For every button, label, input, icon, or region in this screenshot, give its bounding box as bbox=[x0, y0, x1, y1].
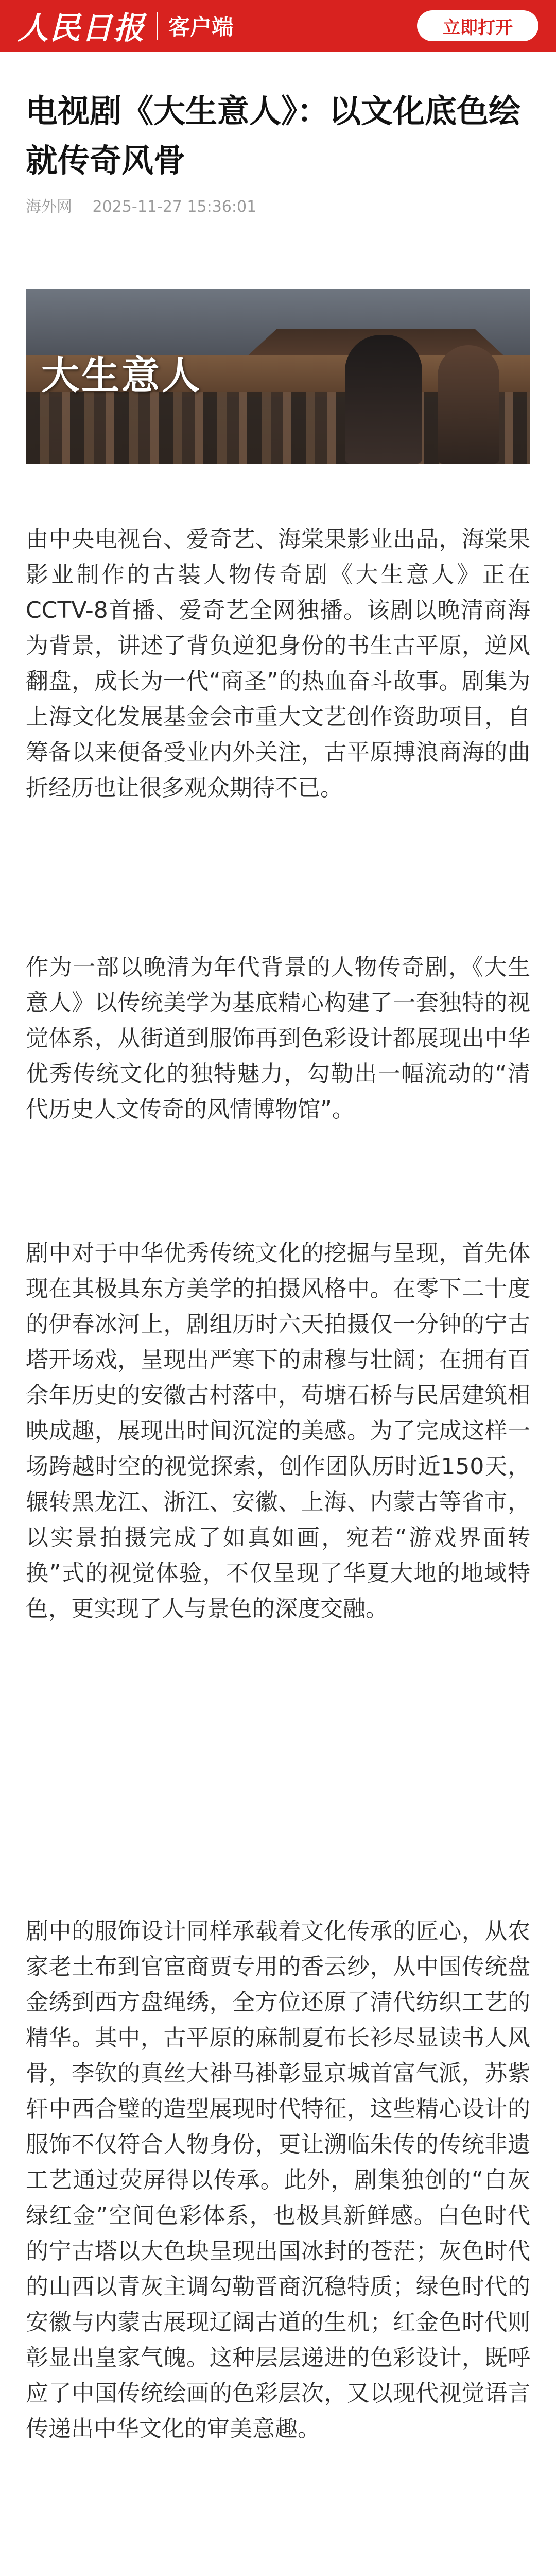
article-source: 海外网 bbox=[26, 198, 72, 216]
app-header bbox=[0, 0, 556, 52]
brand-logo: 人民日报 bbox=[18, 10, 145, 46]
logo-divider bbox=[157, 12, 158, 40]
article-paragraph: 由中央电视台、爱奇艺、海棠果影业出品，海棠果影业制作的古装人物传奇剧《大生意人》正在CCTV-8首播、爱奇艺全网独播。该剧以晚清商海为背景，讲述了背负逆犯身份的书生古平原，逆风翻盘，成长为一代“商圣”的热血奋斗故事。剧集为上海文化发展基金会市重大文艺创作资助项目，自筹备以来便备受业内外关注，古平原搏浪商海的曲折经历也让很多观众期待不已。 bbox=[26, 526, 530, 801]
article-paragraph: 作为一部以晚清为年代背景的人物传奇剧，《大生意人》以传统美学为基底精心构建了一套独特的视觉体系，从街道到服饰再到色彩设计都展现出中华优秀传统文化的独特魅力，勾勒出一幅流动的“清代历史人文传奇的风情博物馆”。 bbox=[26, 954, 530, 1123]
article-datetime: 2025-11-27 15:36:01 bbox=[92, 198, 257, 216]
article-paragraph: 剧中对于中华优秀传统文化的挖掘与呈现，首先体现在其极具东方美学的拍摄风格中。在零下二十度的伊春冰河上，剧组历时六天拍摄仅一分钟的宁古塔开场戏，呈现出严寒下的肃穆与壮阔；在拥有百余年历史的安徽古村落中，苟塘石桥与民居建筑相映成趣，展现出时间沉淀的美感。为了完成这样一场跨越时空的视觉探索，创作团队历时近150天，辗转黑龙江、浙江、安徽、上海、内蒙古等省市，以实景拍摄完成了如真如画，宛若“游戏界面转换”式的视觉体验，不仅呈现了华夏大地的地域特色，更实现了人与景色的深度交融。 bbox=[26, 1240, 530, 1622]
hero-image bbox=[26, 289, 530, 464]
open-app-button[interactable]: 立即打开 bbox=[417, 10, 538, 41]
hero-image-title: 大生意人 bbox=[41, 353, 202, 398]
article-title: 电视剧《大生意人》：以文化底色绘就传奇风骨 bbox=[26, 92, 521, 179]
hero-figure-shape bbox=[438, 345, 499, 464]
article-paragraph: 剧中的服饰设计同样承载着文化传承的匠心，从农家老土布到官宦商贾专用的香云纱，从中国传统盘金绣到西方盘绳绣，全方位还原了清代纺织工艺的精华。其中，古平原的麻制夏布长衫尽显读书人风骨，李钦的真丝大褂马褂彰显京城首富气派，苏紫轩中西合璧的造型展现时代特征，这些精心设计的服饰不仅符合人物身份，更让溯临朱传的传统非遗工艺通过荧屏得以传承。此外，剧集独创的“白灰绿红金”空间色彩体系，也极具新鲜感。白色时代的宁古塔以大色块呈现出国冰封的苍茫；灰色时代的山西以青灰主调勾勒晋商沉稳特质；绿色时代的安徽与内蒙古展现辽阔古道的生机；红金色时代则彰显出皇家气魄。这种层层递进的色彩设计，既呼应了中国传统绘画的色彩层次，又以现代视觉语言传递出中华文化的审美意趣。 bbox=[26, 1918, 530, 2442]
article-meta bbox=[26, 194, 256, 216]
hero-figure-shape bbox=[345, 335, 422, 464]
client-label: 客户端 bbox=[168, 14, 234, 40]
